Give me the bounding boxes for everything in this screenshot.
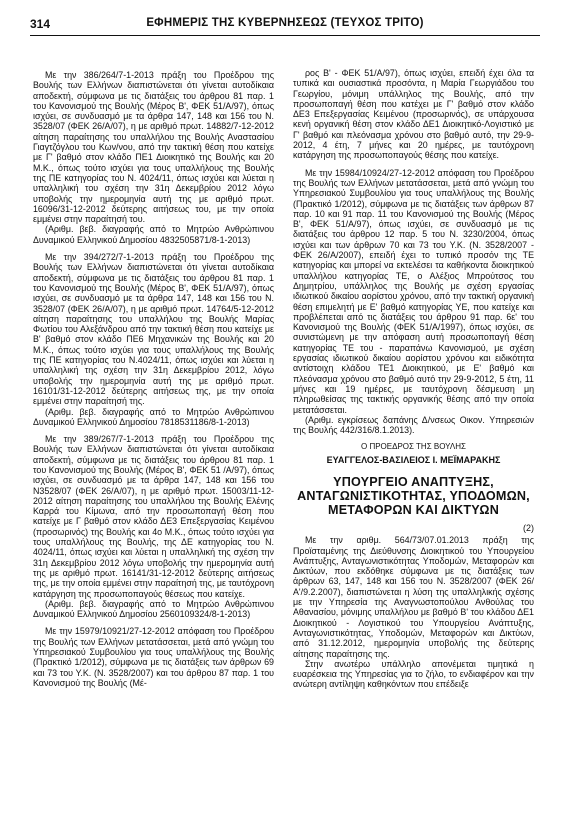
decision-paragraph-4: Με την 15979/10921/27-12-2012 απόφαση του Προέδρου της Βουλής των Ελλήνων μετατάσσεται, μετά από γνώμη του Υπηρεσιακού Συμβουλίου για τους υπαλλήλους της Βουλής (Πρακτικό 1/2012), σύμφωνα με τις διατάξεις των άρθρων 69 και 73 του Υ.Κ. (Ν. 3528/2007) και του άρθρου 87 παρ. 1 του Κανονισμού της Βουλής (Μέ- [33,626,274,688]
page-header [30,14,540,32]
budget-approval-note: (Αριθμ. εγκρίσεως δαπάνης Δ/νσεως Οικον. Υπηρεσιών της Βουλής 442/316/8.1.2013). [293,414,534,436]
ministry-heading [293,475,534,517]
right-column [293,68,534,690]
ministry-decision-paragraph: Με την αριθμ. 564/73/07.01.2013 πράξη της Προϊσταμένης της Διεύθυνσης Διοικητικού του Υπουργείου Ανάπτυξης, Ανταγωνιστικότητας Υποδομών, Μεταφορών και Δικτύων, που εκδόθηκε σύμφωνα με τις διατάξεις των άρθρων 63, 147, 148 και 156 του Ν. 3528/2007 (ΦΕΚ 26/Α'/9.2.2007), διαπιστώνεται η λύση της υπαλληλικής σχέσης με την Υπηρεσία της Αναγνωστοπούλου Ανθούλας του Αθανασίου, μόνιμης υπαλλήλου με βαθμό Β' του κλάδου ΔΕ1 Διοικητικού - Λογιστικού του Υπουργείου Ανάπτυξης, Ανταγωνιστικότητας, Υποδομών, Μεταφορών και Δικτύων, από 31.12.2012, ημερομηνία υποβολής της δεύτερης αίτησης παραίτησης της. [293,535,534,659]
ministry-heading-line-3: ΜΕΤΑΦΟΡΩΝ ΚΑΙ ΔΙΚΤΥΩΝ [328,502,499,517]
registry-note-3: (Αριθμ. βεβ. διαγραφής από το Μητρώο Ανθρώπινου Δυναμικού Ελληνικού Δημοσίου 2560109324/8-1-2013) [33,598,274,620]
section-number: (2) [523,522,534,533]
left-column [33,70,274,688]
decision-paragraph-2: Με την 394/272/7-1-2013 πράξη του Προέδρου της Βουλής των Ελλήνων διαπιστώνεται ότι γίνεται αυτοδίκαια αποδεκτή, σύμφωνα με τις διατάξεις του άρθρου 81 παρ. 1 του Κανονισμού της Βουλής (Μέρος Β', ΦΕΚ 51/Α/97), όπως ισχύει, σε συνδυασμό με τα άρθρα 147, 148 και 156 του Ν. 3528/07 (ΦΕΚ 26/Α/07), η με αριθμό πρωτ. 14764/5-12-2012 αίτηση παραίτησης του υπαλλήλου της Βουλής Μαρίας Φωτίου του Αλεξάνδρου από την τακτική θέση που κατείχε με Β' βαθμό στον κλάδο ΠΕ6 Μηχανικών της Βουλής και 20 Μ.Κ., όπως τούτο ισχύει για τους υπαλλήλους της Βουλής της ΠΕ κατηγορίας του Ν.4024/11, όπως ισχύει και λύεται η υπαλληλική της σχέση την 31η Δεκεμβρίου 2012, λόγω υποβολής την ημερομηνία αυτή της με αριθμό πρωτ. 16101/31-12-2012 δεύτερης αιτήσεως της, με την οποία εμμένει στην παραίτησή της. [33,252,274,407]
page-number: 314 [30,17,51,31]
commendation-paragraph: Στην ανωτέρω υπάλληλο απονέμεται τιμητικά η ευαρέσκεια της Υπηρεσίας για το ζήλο, το ενδιαφέρον και την ανώτερη αντίληψη καθηκόντων που επέδειξε [293,658,534,690]
decision-paragraph-5: Με την 15984/10924/27-12-2012 απόφαση του Προέδρου της Βουλής των Ελλήνων μετατάσσεται, μετά από γνώμη του Υπηρεσιακού Συμβουλίου για τους υπαλλήλους της Βουλής (Πρακτικό 1/2012), σύμφωνα με τις διατάξεις των άρθρων 87 παρ. 10 και 91 παρ. 11 του Κανονισμού της Βουλής (Μέρος Β', ΦΕΚ 51/Α/97), όπως ισχύει, σε συνδυασμό με τις διατάξεις του άρθρου 12 παρ. 5 του Ν. 3230/2004, όπως ισχύει και των άρθρων 70 και 73 του Υ.Κ. (Ν. 3528/2007 - ΦΕΚ 26/Α/2007), επειδή έχει το τυπικό προσόν της ΤΕ κατηγορίας και μπορεί να εκτελέσει τα καθήκοντα διοικητικού υπαλλήλου κατηγορίας ΤΕ, ο Αλέξιος Μπρούτσος του Δημητρίου, υπάλληλος της Βουλής με σχέση εργασίας ιδιωτικού δικαίου αορίστου χρόνου, από την τακτική οργανική θέση επιμελητή με Ε' βαθμό κατηγορίας ΥΕ, που κατείχε και προβλέπεται από τις διατάξεις του άρθρου 91 παρ. 6ε' του Κανονισμού της Βουλής (ΦΕΚ 51/Α/1997), όπως ισχύει, σε συνιστώμενη με την απόφαση αυτή προσωποπαγή θέση κατηγορίας ΤΕ του - παραπάνω Κανονισμού, με σχέση εργασίας ιδιωτικού δικαίου αορίστου χρόνου και ειδικότητα αντίστοιχη κλάδου ΤΕ1 Διοικητικού, με Ε' βαθμό και πλεόνασμα χρόνου στο βαθμό αυτό την 29-9-2012, 5 έτη, 11 μήνες και 19 ημέρες, με ταυτόχρονη δέσμευση μη πληρωθείσας της τακτικής οργανικής θέσης από την οποία μετατάσσεται. [293,167,534,415]
signature-role: Ο ΠΡΟΕΔΡΟΣ ΤΗΣ ΒΟΥΛΗΣ [361,442,466,452]
ministry-heading-line-1: ΥΠΟΥΡΓΕΙΟ ΑΝΑΠΤΥΞΗΣ, [333,474,494,489]
decision-paragraph-4-continued: ρος Β' - ΦΕΚ 51/Α/97), όπως ισχύει, επειδή έχει όλα τα τυπικά και ουσιαστικά προσόντα, η Μαρία Γεωργιάδου του Γεωργίου, μόνιμη υπάλληλος της Βουλής, από την προσωποπαγή θέση που κατέχει με Γ' βαθμό στον κλάδο ΔΕ3 Επεξεργασίας Κειμένου (προσωρινός), σε υπάρχουσα κενή οργανική θέση στον κλάδο ΔΕ1 Διοικητικό-Λογιστικό με Γ' βαθμό και πλεόνασμα χρόνου στο βαθμό αυτό, την 29-9-2012, 4 έτη, 7 μήνες και 20 ημέρες, με ταυτόχρονη κατάργηση της προσωποπαγούς θέσης που κατείχε. [293,68,534,161]
journal-title: ΕΦΗΜΕΡΙΣ ΤΗΣ ΚΥΒΕΡΝΗΣΕΩΣ (ΤΕΥΧΟΣ ΤΡΙΤΟ) [146,17,424,29]
ministry-heading-line-2: ΑΝΤΑΓΩΝΙΣΤΙΚΟΤΗΤΑΣ, ΥΠΟΔΟΜΩΝ, [297,488,530,503]
registry-note-1: (Αριθμ. βεβ. διαγραφής από το Μητρώο Ανθρώπινου Δυναμικού Ελληνικού Δημοσίου 4832505871/8-1-2013) [33,224,274,245]
decision-paragraph-3: Με την 389/267/7-1-2013 πράξη του Προέδρου της Βουλής των Ελλήνων διαπιστώνεται ότι γίνεται αυτοδίκαια αποδεκτή, σύμφωνα με τις διατάξεις του άρθρου 81 παρ. 1 του Κανονισμού της Βουλής (Μέρος Β', ΦΕΚ 51 /Α/97), όπως ισχύει, σε συνδυασμό με τα άρθρα 147, 148 και 156 του Ν3528/07 (ΦΕΚ 26/Α/07), η με αριθμό πρωτ. 15003/11-12-2012 αίτηση παραίτησης του υπαλλήλου της Βουλής Ελένης Καρρά του Κίμωνα, από την προσωποπαγή θέση που κατείχε με Γ βαθμό στον κλάδο ΔΕ3 Επεξεργασίας Κειμένου (προσωρινός) της Βουλής και 4ο Μ.Κ., όπως τούτο ισχύει για τους υπαλλήλους της Βουλής, της ΔΕ κατηγορίας του Ν. 4024/11, όπως ισχύει και λύεται η υπαλληλική της σχέση την 31η Δεκεμβρίου 2012 λόγω υποβολής την ημερομηνία αυτή της με αριθμό πρωτ. 16141/31-12-2012 δεύτερης αιτήσεως της, με την οποία εμμένει στην παραίτησή της, με ταυτόχρονη κατάργηση της προσωποπαγούς θέσεως που κατείχε. [33,434,275,599]
decision-paragraph-1: Με την 386/264/7-1-2013 πράξη του Προέδρου της Βουλής των Ελλήνων διαπιστώνεται ότι γίνεται αυτοδίκαια αποδεκτή, σύμφωνα με τις διατάξεις του άρθρου 81 παρ. 1 του Κανονισμού της Βουλής (Μέρος Β', ΦΕΚ 51/Α/97), όπως ισχύει, σε συνδυασμό με τα άρθρα 147, 148 και 156 του Ν. 3528/07 (ΦΕΚ 26/Α/07), η με αριθμό πρωτ. 14882/7-12-2012 αίτηση παραίτησης του υπαλλήλου της Βουλής Αναστασίου Γιαγτζόγλου του Κων/νου, από την τακτική θέση που κατείχε με Γ' βαθμό στον κλάδο ΠΕ1 Διοικητικό της Βουλής και 20 Μ.Κ., όπως τούτο ισχύει για τους υπαλλήλους της Βουλής της ΠΕ κατηγορίας του Ν. 4024/11, όπως ισχύει και λύεται η υπαλληλική του σχέση την 31η Δεκεμβρίου 2012 λόγω υποβολής την ημερομηνία αυτή της με αριθμό πρωτ. 16096/31-12-2012 δεύτερης αιτήσεως του, με την οποία εμμένει στην παραίτησή του. [33,70,274,225]
signature-name: ΕΥΑΓΓΕΛΟΣ-ΒΑΣΙΛΕΙΟΣ Ι. ΜΕΪΜΑΡΑΚΗΣ [326,454,501,465]
registry-note-2: (Αριθμ. βεβ. διαγραφής από το Μητρώο Ανθρώπινου Δυναμικού Ελληνικού Δημοσίου 7818531186/8-1-2013) [33,406,274,427]
header-rule [30,35,540,36]
